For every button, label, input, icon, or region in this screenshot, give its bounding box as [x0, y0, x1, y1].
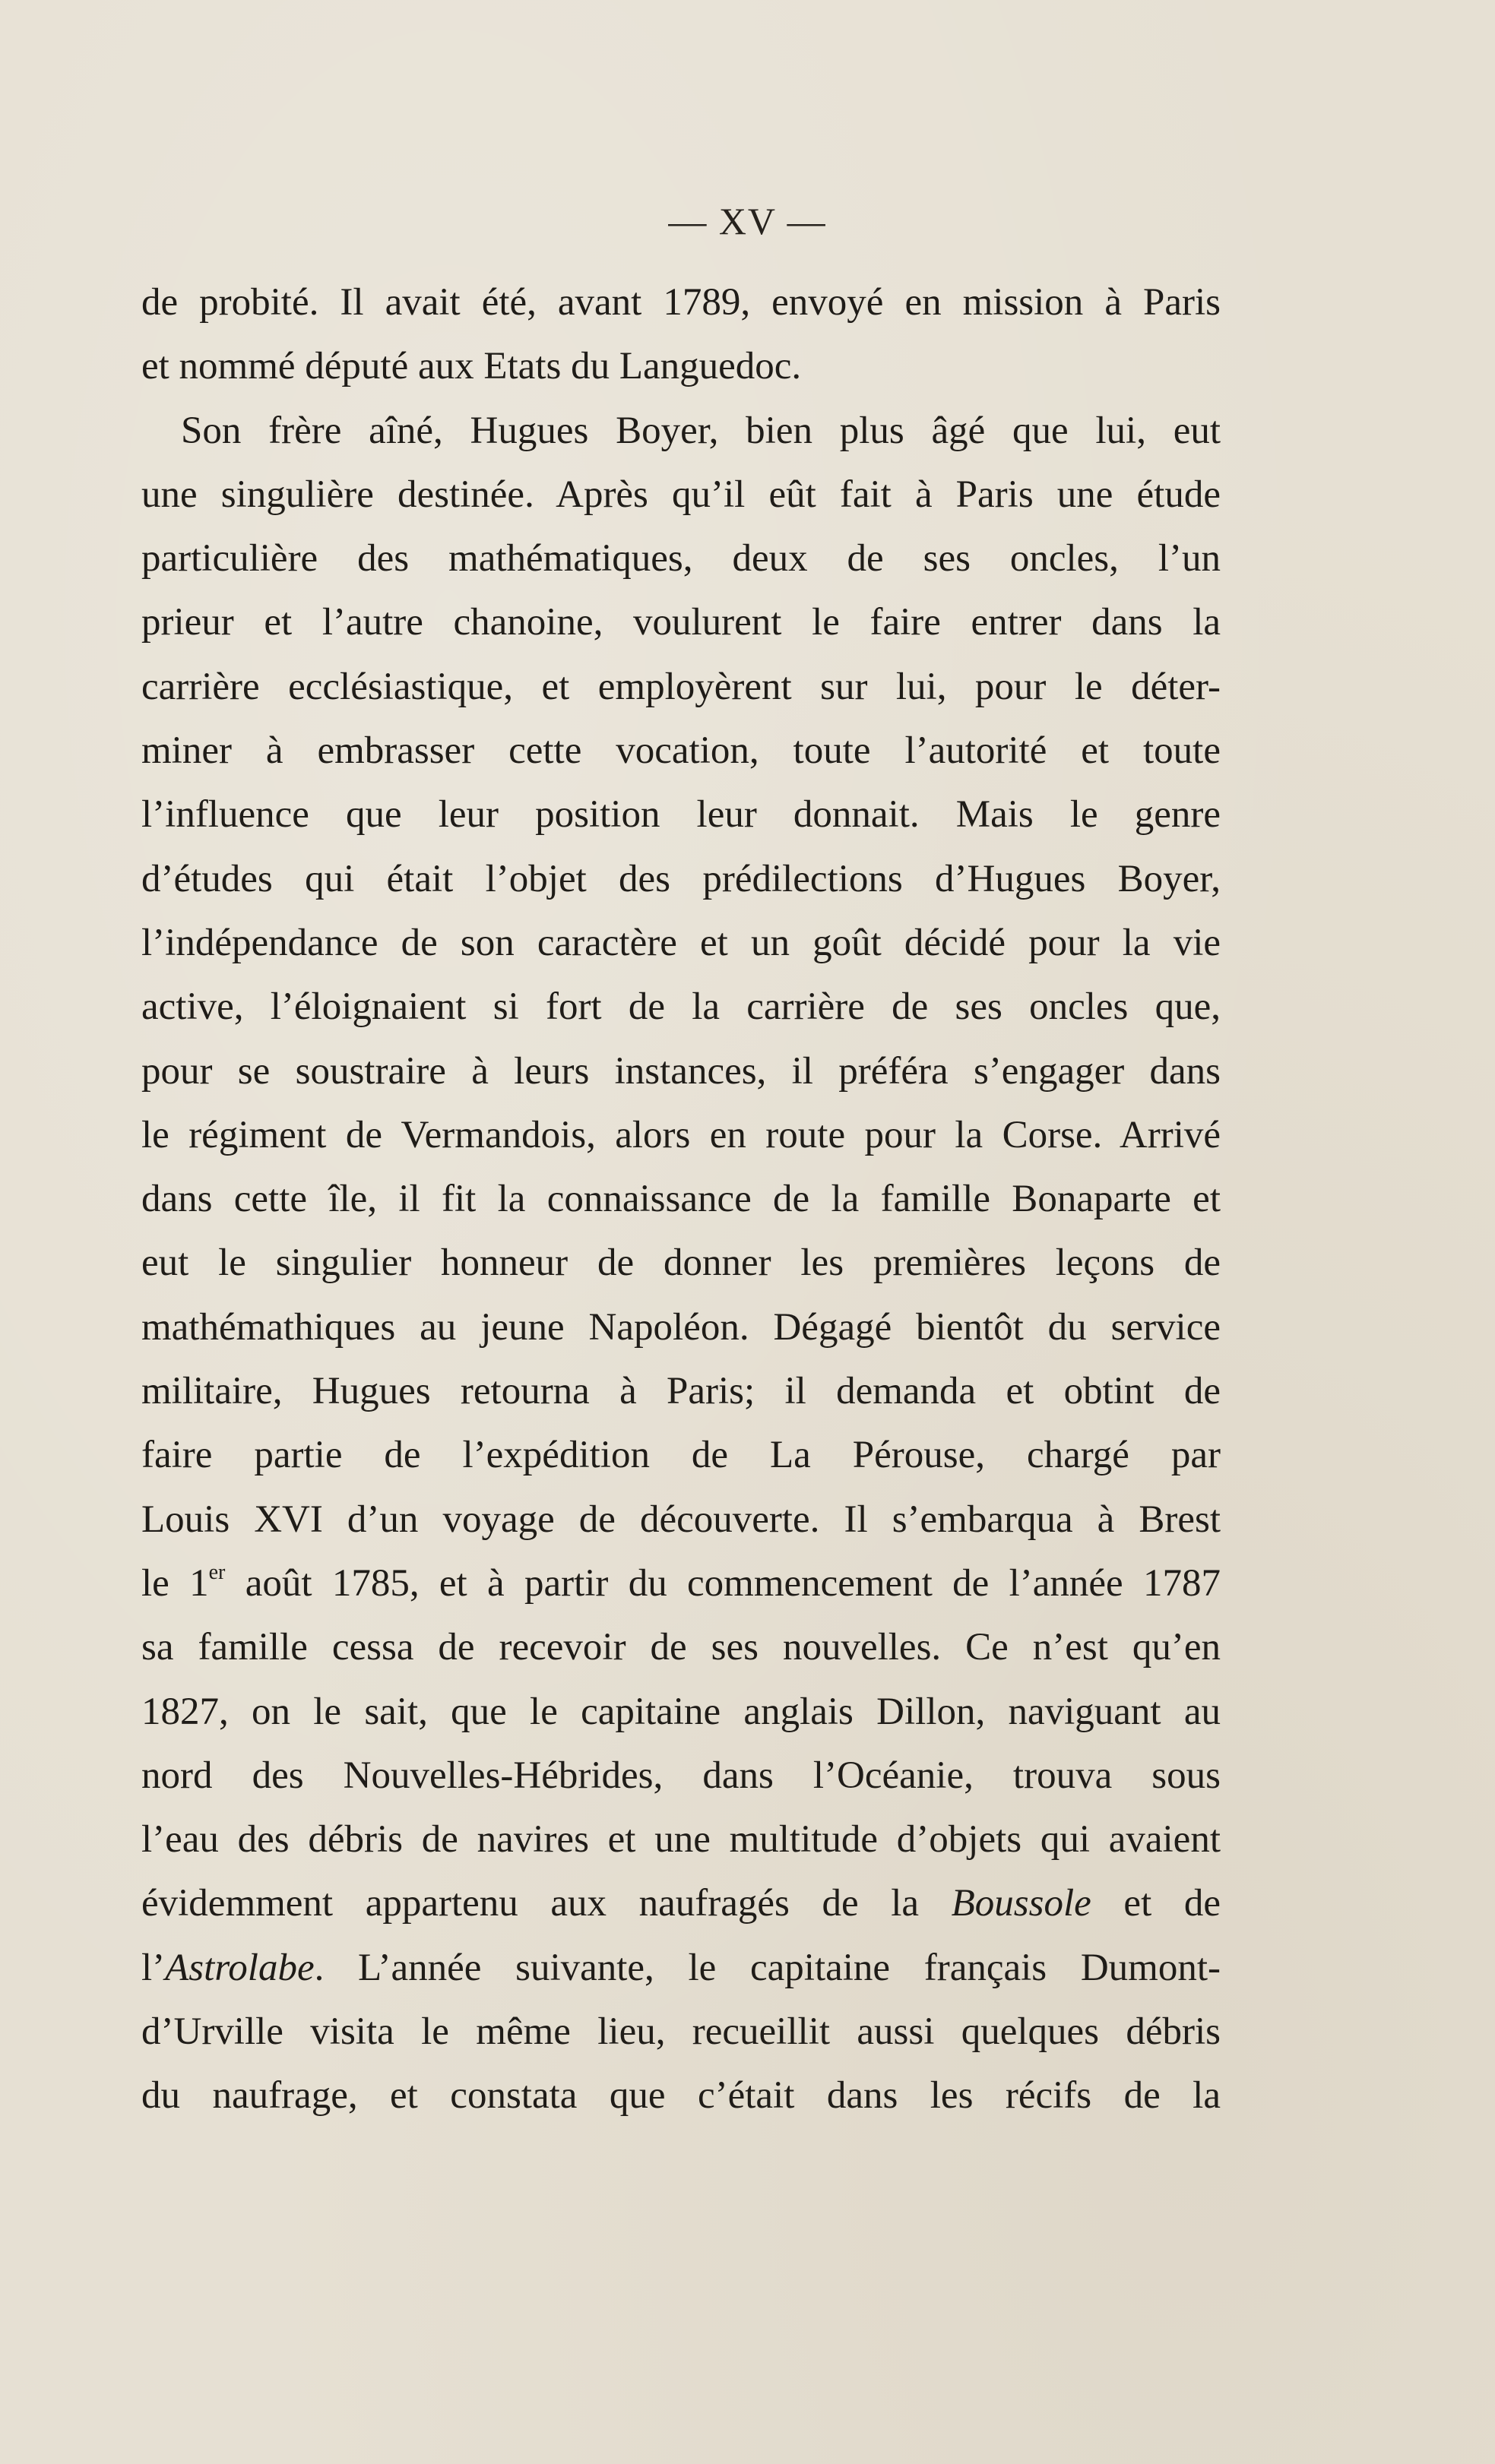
- text-line: faire partie de l’expédition de La Pérouse, chargé par: [141, 1434, 1221, 1477]
- text-line: l’influence que leur position leur donnait. Mais le genre: [141, 793, 1221, 837]
- text-line-end: et de: [1091, 1882, 1221, 1925]
- text-line: particulière des mathématiques, deux de ses oncles, l’un: [141, 537, 1221, 580]
- page-number: — XV —: [668, 200, 827, 242]
- text-line-start: le 1: [141, 1561, 209, 1605]
- text-line: d’études qui était l’objet des prédilections d’Hugues Boyer,: [141, 857, 1221, 900]
- text-line: active, l’éloignaient si fort de la carrière de ses oncles que,: [141, 985, 1221, 1029]
- text-line: une singulière destinée. Après qu’il eût fait à Paris une étude: [141, 473, 1221, 516]
- text-line-end: . L’année suivante, le capitaine français Dumont-: [314, 1946, 1221, 1989]
- text-line: et nommé député aux Etats du Languedoc.: [141, 345, 802, 388]
- text-line: [141, 1936, 1221, 2000]
- text-line: Louis XVI d’un voyage de découverte. Il s’embarqua à Brest: [141, 1498, 1221, 1541]
- text-line: militaire, Hugues retourna à Paris; il demanda et obtint de: [141, 1370, 1221, 1413]
- text-line: miner à embrasser cette vocation, toute l’autorité et toute: [141, 729, 1221, 773]
- text-line: eut le singulier honneur de donner les premières leçons de: [141, 1241, 1221, 1285]
- text-line: nord des Nouvelles-Hébrides, dans l’Océanie, trouva sous: [141, 1754, 1221, 1797]
- text-line: du naufrage, et constata que c’était dans les récifs de la: [141, 2074, 1221, 2118]
- text-line: d’Urville visita le même lieu, recueillit aussi quelques débris: [141, 2010, 1221, 2054]
- body-text: [141, 270, 1221, 2128]
- text-line: 1827, on le sait, que le capitaine anglais Dillon, naviguant au: [141, 1690, 1221, 1733]
- text-line: prieur et l’autre chanoine, voulurent le faire entrer dans la: [141, 601, 1221, 644]
- text-line-start: l’: [141, 1946, 166, 1989]
- text-line: l’eau des débris de navires et une multitude d’objets qui avaient: [141, 1818, 1221, 1861]
- text-line: sa famille cessa de recevoir de ses nouvelles. Ce n’est qu’en: [141, 1626, 1221, 1669]
- text-line: l’indépendance de son caractère et un goût décidé pour la vie: [141, 921, 1221, 964]
- ship-name-boussole: Boussole: [951, 1882, 1091, 1925]
- text-line: [141, 1551, 1221, 1615]
- text-line: le régiment de Vermandois, alors en route pour la Corse. Arrivé: [141, 1113, 1221, 1156]
- ship-name-astrolabe: Astrolabe: [165, 1946, 315, 1989]
- text-line: [141, 1871, 1221, 1935]
- text-line-end: août 1785, et à partir du commencement de l’année 1787: [225, 1561, 1221, 1605]
- ordinal-superscript: er: [208, 1560, 226, 1584]
- text-line: dans cette île, il fit la connaissance de la famille Bonaparte et: [141, 1178, 1221, 1221]
- text-line: carrière ecclésiastique, et employèrent sur lui, pour le déter-: [141, 665, 1221, 708]
- text-line: mathémathiques au jeune Napoléon. Dégagé bientôt du service: [141, 1305, 1221, 1349]
- text-line-start: évidemment appartenu aux naufragés de la: [141, 1882, 952, 1925]
- text-line: pour se soustraire à leurs instances, il préféra s’engager dans: [141, 1049, 1221, 1093]
- text-line: de probité. Il avait été, avant 1789, envoyé en mission à Paris: [141, 281, 1221, 324]
- text-line: Son frère aîné, Hugues Boyer, bien plus âgé que lui, eut: [181, 409, 1221, 452]
